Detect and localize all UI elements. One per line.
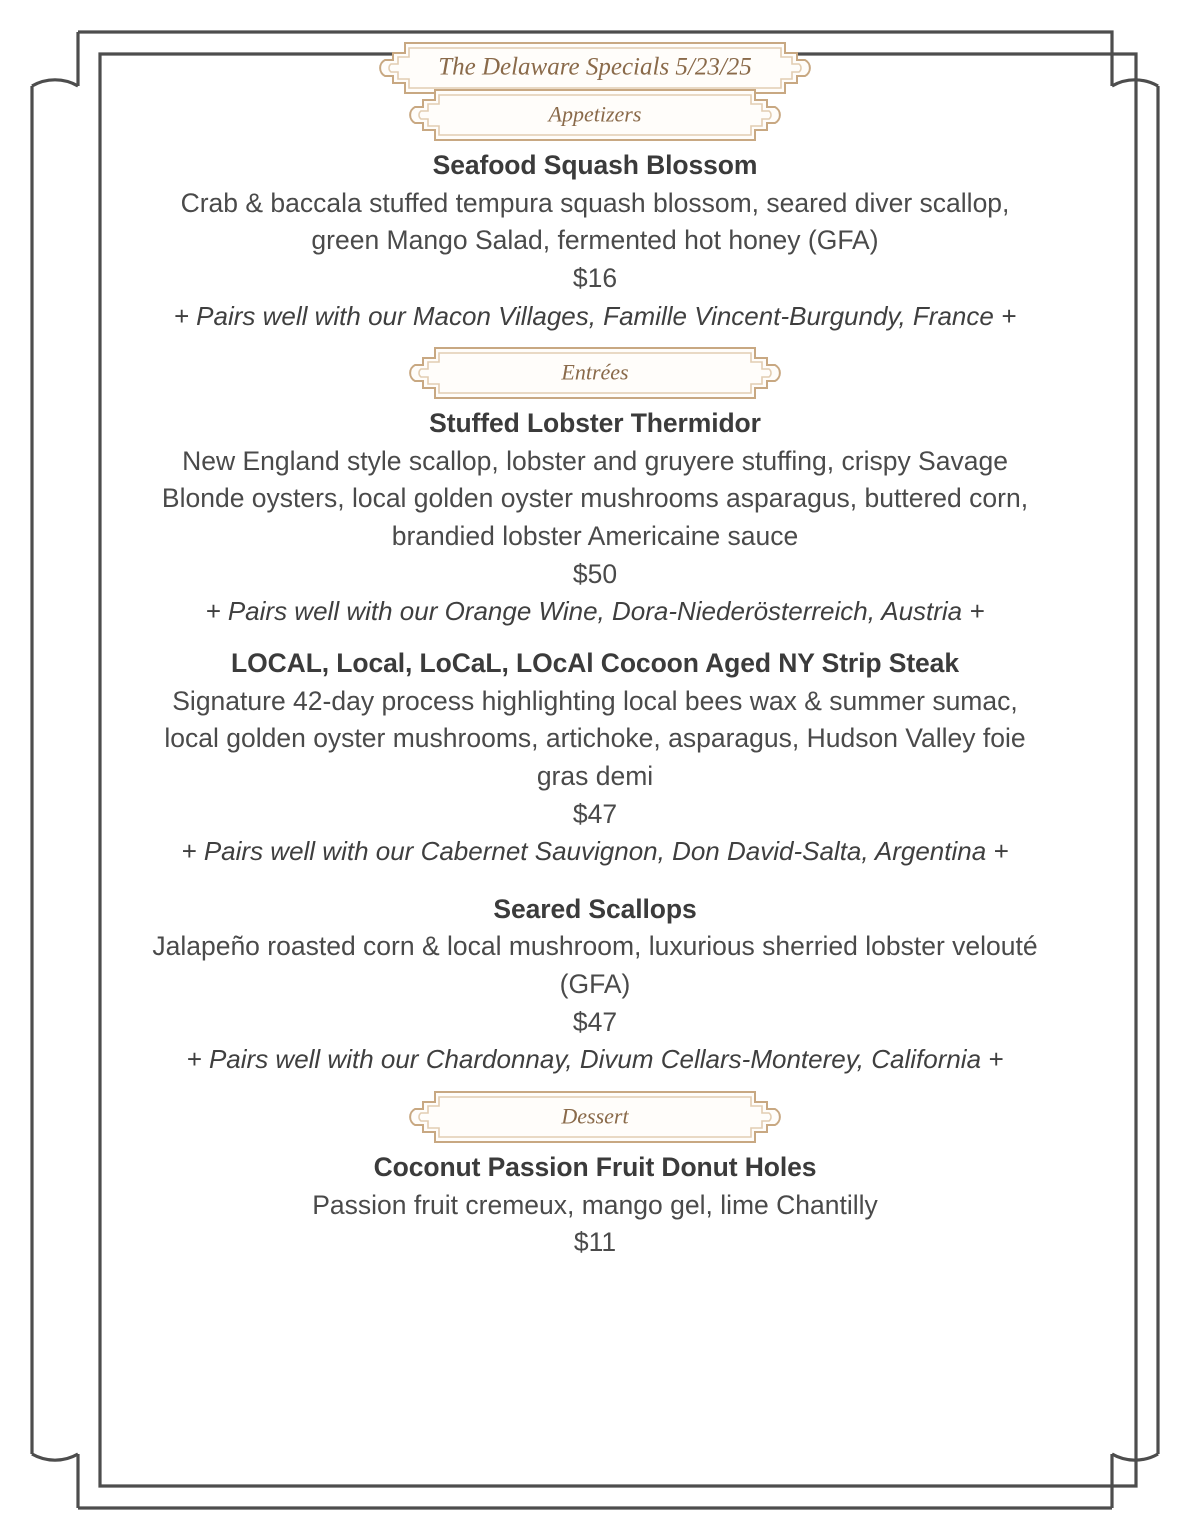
dish-pairing: + Pairs well with our Chardonnay, Divum Cellars-Monterey, California + — [186, 1044, 1004, 1075]
spacer — [75, 1079, 1115, 1089]
dish-name: Seafood Squash Blossom — [432, 150, 758, 180]
section-banner-appetizers — [395, 87, 795, 143]
dish-description: Crab & baccala stuffed tempura squash blossom, seared diver scallop, green Mango Salad, fermented hot honey (GFA) — [180, 187, 1010, 256]
dish-name: Seared Scallops — [493, 893, 697, 924]
dish-pairing: + Pairs well with our Orange Wine, Dora-Niederösterreich, Austria + — [205, 596, 985, 627]
dish-price: $47 — [572, 1006, 618, 1037]
dish-item — [75, 147, 1115, 335]
dish-price: $47 — [572, 798, 618, 829]
dish-price: $50 — [572, 558, 618, 589]
spacer — [75, 871, 1115, 887]
section-label-appetizers: Appetizers — [548, 101, 642, 127]
dish-pairing: + Pairs well with our Cabernet Sauvignon, Don David-Salta, Argentina + — [181, 836, 1009, 867]
section-label-dessert: Dessert — [561, 1103, 629, 1129]
section-banner-entrees — [395, 345, 795, 401]
menu-title-label: The Delaware Specials 5/23/25 — [438, 53, 752, 81]
dish-description: Passion fruit cremeux, mango gel, lime Chantilly — [312, 1189, 878, 1220]
dish-description: New England style scallop, lobster and gruyere stuffing, crispy Savage Blonde oysters, local golden oyster mushrooms asparagus, buttered corn, brandied lobster Americaine sauce — [161, 445, 1029, 552]
dish-name: Coconut Passion Fruit Donut Holes — [373, 1152, 817, 1182]
section-label-entrees: Entrées — [561, 359, 629, 385]
dish-price: $11 — [573, 1227, 617, 1258]
dish-item — [75, 891, 1115, 1079]
dish-pairing: + Pairs well with our Macon Villages, Famille Vincent-Burgundy, France + — [173, 300, 1017, 331]
dish-item — [75, 645, 1115, 871]
dish-item — [75, 405, 1115, 631]
menu-content — [75, 40, 1115, 1262]
spacer — [75, 335, 1115, 345]
dish-item — [75, 1149, 1115, 1262]
dish-name: LOCAL, Local, LoCaL, LOcAl Cocoon Aged NY Strip Steak — [231, 648, 959, 678]
dish-description: Jalapeño roasted corn & local mushroom, luxurious sherried lobster velouté (GFA) — [152, 931, 1038, 1000]
dish-price: $16 — [572, 262, 618, 293]
section-banner-dessert — [395, 1089, 795, 1145]
header-banners — [75, 40, 1115, 143]
dish-name: Stuffed Lobster Thermidor — [429, 408, 761, 439]
dish-description: Signature 42-day process highlighting local bees wax & summer sumac, local golden oyster mushrooms, artichoke, asparagus, Hudson Valley foie gras demi — [164, 685, 1026, 791]
